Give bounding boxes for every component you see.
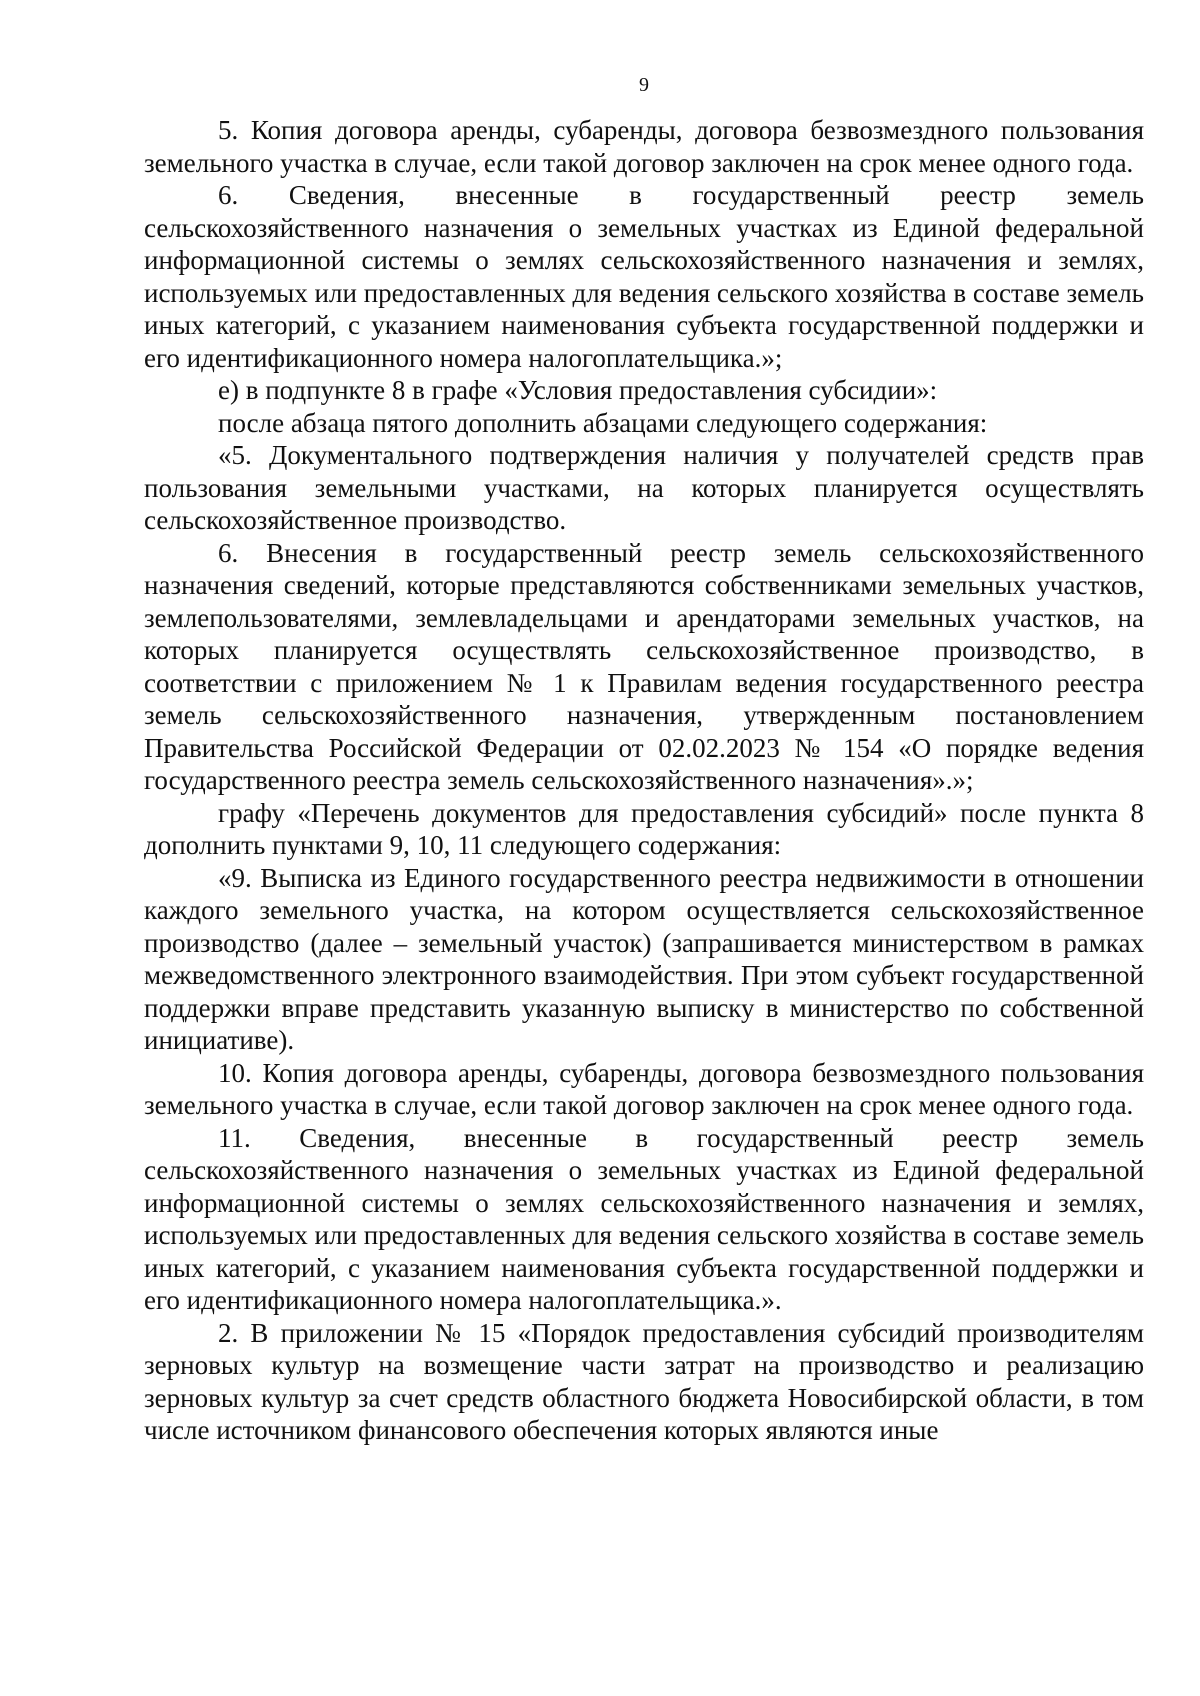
paragraph-item-9-extract: «9. Выписка из Единого государственного реестра недвижимости в отношении каждого земельного участка, на котором осуществляется сельскохозяйственное производство (далее – земельный участок) (запрашивается министерством в рамках межведомственного электронного взаимодействия. При этом субъект государственной поддержки вправе представить указанную выписку в министерство по собственной инициативе). [144, 862, 1144, 1055]
paragraph-item-11-info: 11. Сведения, внесенные в государственный реестр земель сельскохозяйственного назначения о земельных участках из Единой федеральной информационной системы о землях сельскохозяйственного назначения и землях, используемых или предоставленных для ведения сельского хозяйства в составе земель иных категорий, с указанием наименования субъекта государственной поддержки и его идентификационного номера налогоплательщика.». [144, 1122, 1144, 1315]
paragraph-condition-6: 6. Внесения в государственный реестр земель сельскохозяйственного назначения сведений, которые представляются собственниками земельных участков, землепользователями, землевладельцами и арендаторами земельных участков, на которых планируется осуществлять сельскохозяйственное производство, в соответствии с приложением № 1 к Правилам ведения государственного реестра земель сельскохозяйственного назначения, утвержденным постановлением Правительства Российской Федерации от 02.02.2023 № 154 «О порядке ведения государственного реестра земель сельскохозяйственного назначения».»; [144, 537, 1144, 795]
paragraph-subitem-e: е) в подпункте 8 в графе «Условия предоставления субсидии»: [218, 375, 938, 405]
paragraph-item-5-copy: 5. Копия договора аренды, субаренды, договора безвозмездного пользования земельного участка в случае, если такой договор заключен на срок менее одного года. [144, 115, 1144, 178]
paragraph-documents-column: графу «Перечень документов для предоставления субсидий» после пункта 8 дополнить пунктами 9, 10, 11 следующего содержания: [144, 797, 1144, 860]
paragraph-item-6-info: 6. Сведения, внесенные в государственный реестр земель сельскохозяйственного назначения о земельных участках из Единой федеральной информационной системы о землях сельскохозяйственного назначения и землях, используемых или предоставленных для ведения сельского хозяйства в составе земель иных категорий, с указанием наименования субъекта государственной поддержки и его идентификационного номера налогоплательщика.»; [144, 180, 1144, 373]
page-number: 9 [639, 74, 649, 96]
paragraph-add-after-fifth: после абзаца пятого дополнить абзацами следующего содержания: [218, 407, 988, 438]
paragraph-item-10-copy: 10. Копия договора аренды, субаренды, договора безвозмездного пользования земельного участка в случае, если такой договор заключен на срок менее одного года. [144, 1057, 1144, 1120]
paragraph-appendix-15: 2. В приложении № 15 «Порядок предоставления субсидий производителям зерновых культур на возмещение части затрат на производство и реализацию зерновых культур за счет средств областного бюджета Новосибирской области, в том числе источником финансового обеспечения которых являются иные [144, 1317, 1144, 1445]
paragraph-condition-5: «5. Документального подтверждения наличия у получателей средств прав пользования земельными участками, на которых планируется осуществлять сельскохозяйственное производство. [144, 440, 1144, 535]
document-body [144, 114, 1144, 1447]
